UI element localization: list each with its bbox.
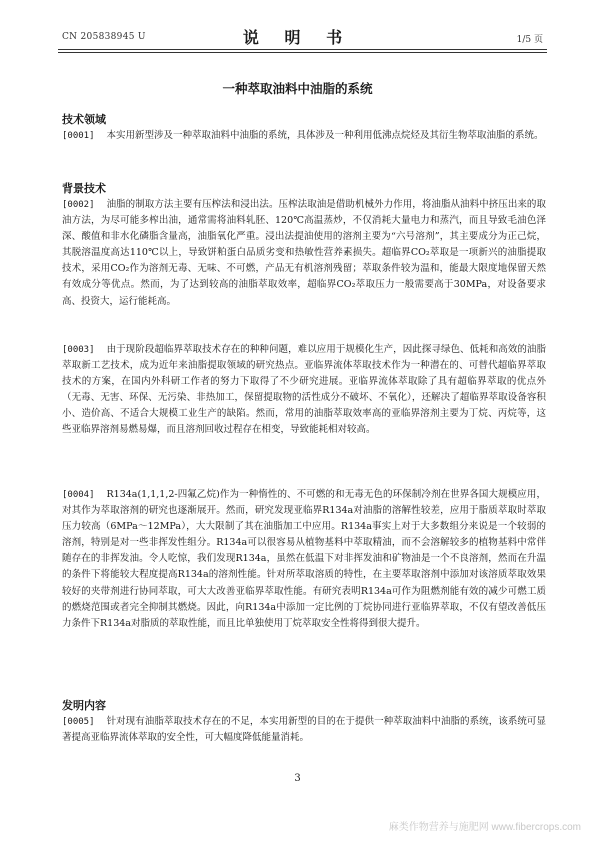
paragraph-number: [0004] — [62, 490, 95, 500]
paragraph-text: 油脂的制取方法主要有压榨法和浸出法。压榨法取油是借助机械外力作用，将油脂从油料中挤压出来的取油方法，为尽可能多榨出油，通常需将油料轧胚、120℃高温蒸炒，不仅消耗大量电力和蒸汽，而且导致毛油色泽深、酸值和非水化磷脂含量高，油脂氧化严重。浸出法提油使用的溶剂主要为“六号溶剂”，其主要成分为正己烷，其脱溶温度高达110℃以上，导致饼粕蛋白品质劣变和热敏性营养素损失。超临界CO₂萃取是一项新兴的油脂提取技术，采用CO₂作为溶剂无毒、无味、不可燃，产品无有机溶剂残留；萃取条件较为温和，能最大限度地保留天然有效成分等优点。然而，为了达到较高的油脂萃取效率，超临界CO₂萃取压力一般需要高于30MPa，对设备要求高、投资大，运行能耗高。 — [62, 199, 546, 307]
paragraph-number: [0003] — [62, 345, 95, 355]
watermark: 麻类作物营养与施肥网 www.fibercrops.com — [388, 822, 581, 833]
paragraph-text: 针对现有油脂萃取技术存在的不足，本实用新型的目的在于提供一种萃取油料中油脂的系统，该系统可显著提高亚临界流体萃取的安全性，可大幅度降低能量消耗。 — [62, 716, 546, 744]
section-heading-background: 背景技术 — [62, 182, 106, 195]
header-rule-top — [58, 49, 547, 50]
header-document-type: 说 明 书 — [242, 28, 353, 47]
paragraph-text: R134a(1,1,1,2-四氟乙烷)作为一种惰性的、不可燃的和无毒无色的环保制冷剂在世界各国大规模应用，对其作为萃取溶剂的研究也逐渐展开。然而，研究发现亚临界R134a对油脂的溶解性较差，应用于脂质萃取时萃取压力较高（6MPa～12MPa），大大限制了其在油脂加工中应用。R134a事实上对于大多数组分来说是一个较弱的溶剂，特别是对一些非挥发性组分。R134a可以很容易从植物基料中萃取精油，而不会溶解较多的植物基料中常伴随存在的非挥发油。令人吃惊，我们发现R134a，虽然在低温下对非挥发油和矿物油是一个不良溶剂，然而在升温的条件下将能较大程度提高R134a的溶剂性能。针对所萃取溶质的特性，在主要萃取溶剂中添加对该溶质萃取效果较好的夹带剂进行协同萃取，可大大改善亚临界萃取性能。有研究表明R134a可作为阻燃剂能有效的减少可燃工质的燃烧范围或者完全抑制其燃烧。因此，向R134a中添加一定比例的丁烷协同进行亚临界萃取，不仅有望改善低压力条件下R134a对脂质的萃取性能，而且比单独使用丁烷萃取安全性将得到很大提升。 — [62, 489, 546, 629]
header-rule-bottom — [58, 52, 547, 53]
page-number: 3 — [294, 773, 301, 784]
section-heading-tech-field: 技术领域 — [62, 113, 106, 126]
section-heading-content: 发明内容 — [62, 699, 106, 712]
paragraph-0001 — [62, 128, 546, 144]
paragraph-text: 本实用新型涉及一种萃取油料中油脂的系统，具体涉及一种利用低沸点烷烃及其衍生物萃取油脂的系统。 — [106, 130, 544, 141]
paragraph-number: [0005] — [62, 717, 95, 727]
header-patent-number: CN 205838945 U — [62, 32, 146, 42]
header-page-indicator: 1/5 页 — [516, 35, 543, 45]
paragraph-text: 由于现阶段超临界萃取技术存在的种种问题，难以应用于规模化生产，因此探寻绿色、低耗和高效的油脂萃取新工艺技术，成为近年来油脂提取领域的研究热点。亚临界流体萃取技术作为一种潜在的、可替代超临界萃取技术的方案，在国内外科研工作者的努力下取得了不少研究进展。亚临界流体萃取除了具有超临界萃取的优点外（无毒、无害、环保、无污染、非热加工，保留提取物的活性成分不破坏、不氧化），还解决了超临界萃取设备容积小、造价高、不适合大规模工业生产的缺陷。然而，常用的油脂萃取效率高的亚临界溶剂主要为丁烷、丙烷等，这些亚临界溶剂易燃易爆，而且溶剂回收过程存在相变，导致能耗相对较高。 — [62, 344, 546, 436]
paragraph-0004 — [62, 487, 546, 632]
paragraph-number: [0002] — [62, 200, 95, 210]
paragraph-0005 — [62, 714, 546, 746]
paragraph-0002 — [62, 197, 546, 310]
paragraph-0003 — [62, 342, 546, 439]
paragraph-number: [0001] — [62, 131, 95, 141]
document-title: 一种萃取油料中油脂的系统 — [222, 81, 373, 96]
